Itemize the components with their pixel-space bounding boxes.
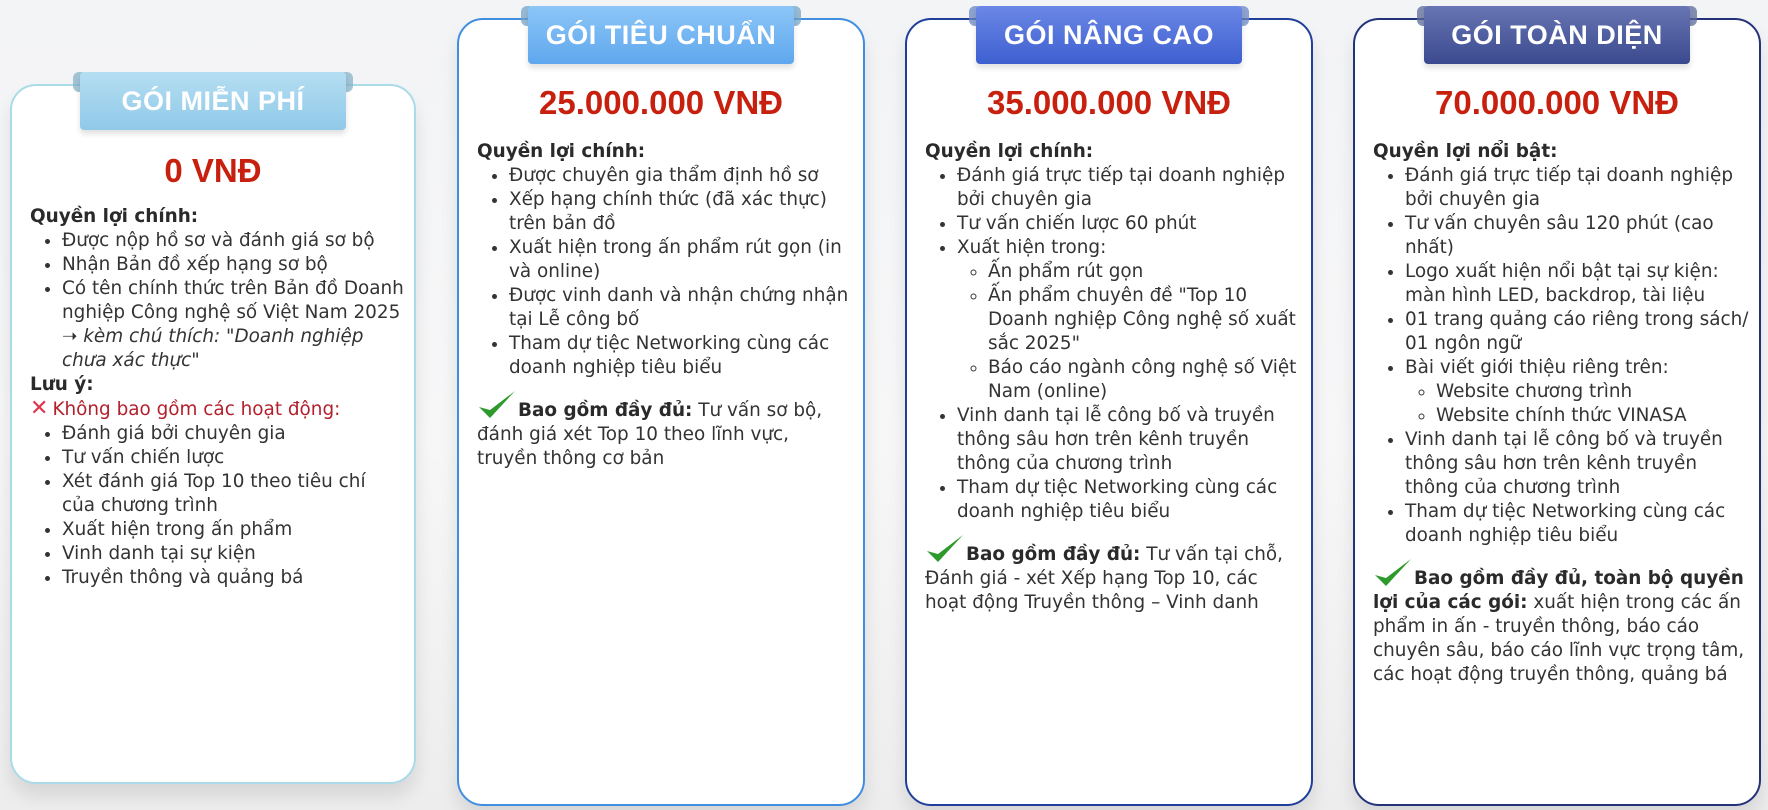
list-item: ◦ Báo cáo ngành công nghệ số Việt Nam (online): [988, 356, 1301, 404]
benefits-heading: Quyền lợi chính:: [30, 206, 199, 227]
list-item: • Vinh danh tại lễ công bố và truyền thông sâu hơn trên kênh truyền thông của chương trình: [1405, 428, 1749, 500]
note-title: Lưu ý:: [30, 374, 94, 395]
list-item: • Đánh giá trực tiếp tại doanh nghiệp bởi chuyên gia: [957, 164, 1301, 212]
plan-body: [925, 140, 1301, 615]
list-item: • Được vinh danh và nhận chứng nhận tại Lễ công bố: [509, 284, 853, 332]
benefits-list: [925, 164, 1301, 524]
excluded-list: [30, 422, 404, 590]
benefits-list: [1373, 164, 1749, 548]
plan-title-ribbon: [80, 72, 346, 130]
plan-price: 35.000.000 VNĐ: [986, 84, 1231, 121]
list-item: • Có tên chính thức trên Bản đồ Doanh nghiệp Công nghệ số Việt Nam 2025 ➝ kèm chú thích: "Doanh nghiệp chưa xác thực": [62, 277, 404, 373]
plan-summary: Bao gồm đầy đủ: Tư vấn tại chỗ, Đánh giá - xét Xếp hạng Top 10, các hoạt động Truyền thông – Vinh danh: [925, 532, 1301, 615]
plan-title: GÓI TOÀN DIỆN: [1424, 6, 1690, 64]
list-item: • Đánh giá bởi chuyên gia: [62, 422, 404, 446]
list-item: ◦ Website chính thức VINASA: [1436, 404, 1749, 428]
plan-price: 0 VNĐ: [164, 152, 262, 189]
plan-body: [1373, 140, 1749, 687]
check-icon: [1373, 556, 1413, 590]
plan-title-ribbon: [976, 6, 1242, 64]
list-item: • Tư vấn chuyên sâu 120 phút (cao nhất): [1405, 212, 1749, 260]
sub-list: [957, 260, 1301, 404]
list-item: • Đánh giá trực tiếp tại doanh nghiệp bởi chuyên gia: [1405, 164, 1749, 212]
check-icon: [477, 388, 517, 422]
list-item: ◦ Ấn phẩm rút gọn: [988, 260, 1301, 284]
list-item: ◦ Ấn phẩm chuyên đề "Top 10 Doanh nghiệp Công nghệ số xuất sắc 2025": [988, 284, 1301, 356]
list-item: • Được chuyên gia thẩm định hồ sơ: [509, 164, 853, 188]
plan-summary: Bao gồm đầy đủ, toàn bộ quyền lợi của các gói: xuất hiện trong các ấn phẩm in ấn - truyền thông, báo cáo chuyên sâu, báo cáo lĩnh vực trọng tâm, các hoạt động truyền thông, quảng bá: [1373, 556, 1749, 687]
plan-price: 25.000.000 VNĐ: [538, 84, 783, 121]
benefits-list: [477, 164, 853, 380]
plan-title: GÓI MIỄN PHÍ: [80, 72, 346, 130]
plan-title-ribbon: [528, 6, 794, 64]
list-item: • Nhận Bản đồ xếp hạng sơ bộ: [62, 253, 404, 277]
list-item: • Tham dự tiệc Networking cùng các doanh nghiệp tiêu biểu: [509, 332, 853, 380]
benefits-heading: Quyền lợi chính:: [477, 141, 646, 162]
plan-title: GÓI NÂNG CAO: [976, 6, 1242, 64]
list-item: • Tham dự tiệc Networking cùng các doanh nghiệp tiêu biểu: [1405, 500, 1749, 548]
list-item: • Xuất hiện trong ấn phẩm: [62, 518, 404, 542]
list-item: • Xếp hạng chính thức (đã xác thực) trên bản đồ: [509, 188, 853, 236]
plan-card-free: [10, 84, 416, 784]
list-item: • Xét đánh giá Top 10 theo tiêu chí của chương trình: [62, 470, 404, 518]
sub-list: [1405, 380, 1749, 428]
list-item: ◦ Website chương trình: [1436, 380, 1749, 404]
list-item: • Vinh danh tại lễ công bố và truyền thông sâu hơn trên kênh truyền thông của chương trình: [957, 404, 1301, 476]
benefits-heading: Quyền lợi chính:: [925, 141, 1094, 162]
benefits-heading: Quyền lợi nổi bật:: [1373, 141, 1558, 162]
plan-summary: Bao gồm đầy đủ: Tư vấn sơ bộ, đánh giá xét Top 10 theo lĩnh vực, truyền thông cơ bản: [477, 388, 853, 471]
benefit-note: kèm chú thích: "Doanh nghiệp chưa xác thực": [62, 326, 364, 371]
plan-title-ribbon: [1424, 6, 1690, 64]
list-item: • Xuất hiện trong ấn phẩm rút gọn (in và online): [509, 236, 853, 284]
list-item: • Truyền thông và quảng bá: [62, 566, 404, 590]
plan-card-advanced: [905, 18, 1313, 806]
list-item: • Được nộp hồ sơ và đánh giá sơ bộ: [62, 229, 404, 253]
plan-title: GÓI TIÊU CHUẨN: [528, 6, 794, 64]
list-item: • Logo xuất hiện nổi bật tại sự kiện: màn hình LED, backdrop, tài liệu: [1405, 260, 1749, 308]
plan-card-standard: [457, 18, 865, 806]
cross-icon: ✕: [30, 396, 49, 421]
list-item: • Tư vấn chiến lược: [62, 446, 404, 470]
plan-card-full: [1353, 18, 1761, 806]
benefits-list: [30, 229, 404, 373]
check-icon: [925, 532, 965, 566]
list-item: • Bài viết giới thiệu riêng trên: ◦ Website chương trình ◦ Website chính thức VINASA: [1405, 356, 1749, 428]
list-item: • 01 trang quảng cáo riêng trong sách/ 01 ngôn ngữ: [1405, 308, 1749, 356]
list-item: • Tham dự tiệc Networking cùng các doanh nghiệp tiêu biểu: [957, 476, 1301, 524]
list-item: • Xuất hiện trong: ◦ Ấn phẩm rút gọn ◦ Ấn phẩm chuyên đề "Top 10 Doanh nghiệp Công nghệ số xuất sắc 2025" ◦ Báo cáo ngành công nghệ số Việt Nam (online): [957, 236, 1301, 404]
exclusion-label: ✕ Không bao gồm các hoạt động:: [30, 396, 341, 421]
plan-price: 70.000.000 VNĐ: [1434, 84, 1679, 121]
plan-body: [30, 205, 404, 590]
list-item: • Tư vấn chiến lược 60 phút: [957, 212, 1301, 236]
plan-body: [477, 140, 853, 471]
list-item: • Vinh danh tại sự kiện: [62, 542, 404, 566]
